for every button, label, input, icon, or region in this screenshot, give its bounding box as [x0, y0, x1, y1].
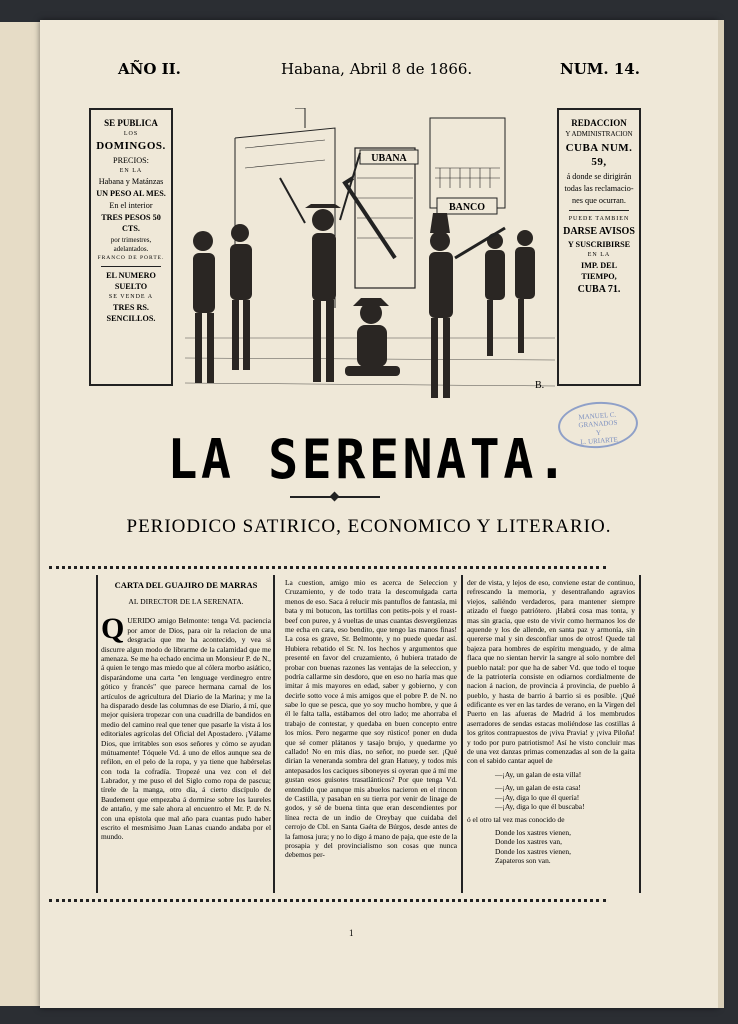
box-line: PRECIOS: — [113, 156, 149, 166]
artist-signature: B. — [535, 380, 545, 391]
adjacent-page-edge — [0, 22, 41, 1006]
column-rule — [96, 575, 98, 893]
column-text: La cuestion, amigo mio es acerca de Seleccion y Cruzamiento, y de todo trata la descomulgada carta menos de eso. Saca á relucir mis pantuflos de fantasía, mi bata y mi botucon, las tortillas con petits-pois y el roast-beef con puree, y á vueltas de unas cuantas desvergüenzas me echa en cara, eso bendito, que tengo las manos finas! La cosa es grave, Sr. Belmonte, y no puede quedar así. Hubiera rebatido el Sr. N. los hechos y argumentos que presenté en favor del cruzamiento, ó hubiera tratado de probar con buenas razones las ventajas de la seleccion, y podría callarme sin desdoro, que en eso no haría mas que imitar á mis mayores en edad, saber y gobierno, y con decirle sotto voce á mis amigos que el pobre P. de N. no sabe lo que se pesca, que yo soy mucho hombre, y que á él le falta talla, estábamos del otro lado; me ahorraba el trabajo de contestar, y quedaba en buen concepto entre los míos. Pero negarme que soy rústico! poner en duda que sé comer plátanos y tasajo brujo, y quedarme yo callado! No en mis días, no señor, no puede ser. ¡Qué dirian la veneranda sombra del gran Hatuey, y todos mis antepasados los caciques siboneyes si oyeran que á mí me gustan esos guisotes trasatlánticos? Por que tenga Vd. entendido que aunque mis abuelos nacieron en el rincon de Castilla, y pasaban en su tierra por venir de linage de godos, y sé de buena tinta que eran descendientes por línea recta de un indio de Oreybay que cuidaba del cerrojo de Cbl. en Santa Gaéta de Búrgos, desde antes de la famosa jura; y no lo digo á mano de paja, que este de la prosapia y del provincialismo son cosas que nunca debemos per- — [285, 578, 457, 860]
sign-banco: BANCO — [448, 202, 486, 213]
verse-line: —¡Ay, diga lo que él buscaba! — [495, 801, 585, 811]
serenade-illustration — [185, 108, 555, 398]
box-line: TRES RS. SENCILLOS. — [106, 303, 156, 324]
stamp-line: Y — [595, 428, 602, 437]
column-text: ó el otro tal vez mas conocido de — [467, 815, 565, 825]
article-title: CARTA DEL GUAJIRO DE MARRAS — [114, 580, 258, 590]
verse-line: Zapateros son van. — [495, 855, 551, 865]
box-line: CUBA NUM. 59, — [565, 141, 633, 169]
dateline: Habana, Abril 8 de 1866. — [281, 60, 473, 78]
box-line: REDACCION — [571, 118, 627, 128]
column-text: der de vista, y lejos de eso, conviene estar de continuo, refrescando la memoria, y desentrañando agravios viejos, saliéndo verdaderos, para mantener siempre atizado el fuego patriótero. ¡Habrá cosa mas tonta, y mas sin gracia, que esto de vivir como hermanos los de aquende y los de allende, en santa paz y armonía, sin quererse mal y sin desconfiar unos de otros! Quede tal bajeza para hombres de espíritu menguado, y de alma flaca que no sientan hervir la sangre al solo nombre del pueblo natal: por que ha de saber Vd. que todo el toque de la patriotería consiste en odiarnos cordialmente de nacion á nacion, de provincia á provincia, de pueblo á pueblo, y hasta de barrio á barrio si es posible. ¡Qué edificante es ver en las tardes de verano, en la Virgen del Puerto en las afueras de Madrid á los membrudos aserradores de sendas estacas moliéndose las costillas á los gritos contrapuestos de ¡viva Pravia! y ¡viva Piloña! y todo por puro patriotismo! Así he visto concluir mas de una vez danzas primas comenzadas al son de la gaita con el sabido cantar aquel de — [467, 578, 635, 766]
box-line: á donde se dirigirán — [566, 172, 632, 182]
box-line: SE PUBLICA — [104, 118, 158, 128]
box-line: LOS — [123, 131, 139, 138]
box-line: por trimestres, adelantados. — [110, 235, 152, 253]
musicians-figures — [193, 204, 535, 398]
stamp-line: L. URIARTE — [580, 435, 619, 447]
article-column-3 — [467, 578, 635, 865]
verse-line: —¡Ay, un galan de esta villa! — [495, 769, 582, 779]
column-rule — [461, 575, 463, 893]
verse-line: Donde los xastres vienen, — [495, 827, 571, 837]
year-label: AÑO II. — [118, 60, 181, 78]
stamp-line: MANUEL C. GRANADOS — [578, 410, 618, 430]
box-line: SE VENDE A — [108, 293, 154, 300]
box-line: todas las reclamacio- — [564, 184, 634, 194]
verse-line: —¡Ay, un galan de esta casa! — [495, 783, 581, 793]
column-text: UERIDO amigo Belmonte: tenga Vd. paciencia por amor de Dios, para oir la relacion de una desgracia que me ha acontecido, y vea si discurre algun modo de librarme de la calamidad que me amenaza. Se me ha echado encima un Monsieur P. de N., á quien le tengo mas miedo que al cólera morbo asiático, disparándome una carta "en lenguage verdinegro entre gótico y francés" que parece hermana carnal de los artículos de agricultura del Diario de la Marina; y me la ha disparado desde las columnas de ese Diario, á mí, que mejor quisiera tropezar con una cuadrilla de bandidos en medio del camino real que tener que pasarle la vista á los editoriales agrícolas del Oficial del Apostadero. ¡Válame Dios, que irritables son esos señores y cómo se ayudan mútuamente! Tóquele Vd. á uno de ellos aunque sea de refilon, en el pelo de la ropa, y ya tiene que habérselas con toda la cofradía. Tropezé una vez con el del Labrador, y me puso el del Siglo como ropa de pascua; tírele de la manga, otro día, á cierto discípulo de Baudement que empezaba á dormirse sobre los laureles de antaño, y me sale ahora al encuentro el Mr. P. de N. con una epístola que mal año para cuantas pudo haber escrito el mesmísimo Juan Lanas cuando andaba por el mundo. — [101, 616, 271, 842]
subscription-box — [89, 108, 173, 386]
box-line: CUBA 71. — [577, 284, 621, 296]
box-line: EN LA — [119, 168, 143, 175]
drop-cap: Q — [101, 612, 125, 646]
page-stack-edge — [718, 20, 724, 1008]
article-column-1 — [101, 572, 271, 842]
box-line: TRES PESOS 50 CTS. — [101, 213, 161, 234]
box-line: En el interior — [109, 201, 153, 211]
box-line: Y SUSCRIBIRSE — [567, 240, 631, 250]
article-dedication: AL DIRECTOR DE LA SERENATA. — [128, 596, 244, 606]
box-line: FRANCO DE PORTE. — [97, 255, 165, 262]
editorial-office-box — [557, 108, 641, 386]
article-column-2 — [285, 578, 457, 860]
masthead-title: LA SERENATA. — [167, 428, 571, 491]
sign-ubana: UBANA — [371, 153, 407, 164]
verse-line: —¡Ay, diga lo que él quería! — [495, 792, 580, 802]
box-line: nes que ocurran. — [572, 196, 626, 206]
issue-number: NUM. 14. — [560, 60, 640, 78]
box-line: UN PESO AL MES. — [96, 189, 166, 199]
page-mark: 1 — [349, 928, 354, 938]
box-line: IMP. DEL TIEMPO, — [580, 261, 618, 282]
verse-line: Donde los xastres van, — [495, 837, 562, 847]
box-line: EN LA — [587, 252, 611, 259]
box-line: Habana y Matánzas — [98, 177, 164, 187]
verse-line: Donde los xastres vienen, — [495, 846, 571, 856]
column-rule — [273, 575, 275, 893]
box-line: Y ADMINISTRACION — [565, 130, 633, 139]
column-rule — [639, 575, 641, 893]
box-line: PUEDE TAMBIEN — [568, 216, 630, 223]
box-line: DOMINGOS. — [96, 140, 166, 153]
box-line: DARSE AVISOS — [563, 225, 635, 237]
masthead-subtitle: PERIODICO SATIRICO, ECONOMICO Y LITERARIO. — [126, 516, 612, 537]
box-line: EL NUMERO SUELTO — [106, 270, 156, 291]
